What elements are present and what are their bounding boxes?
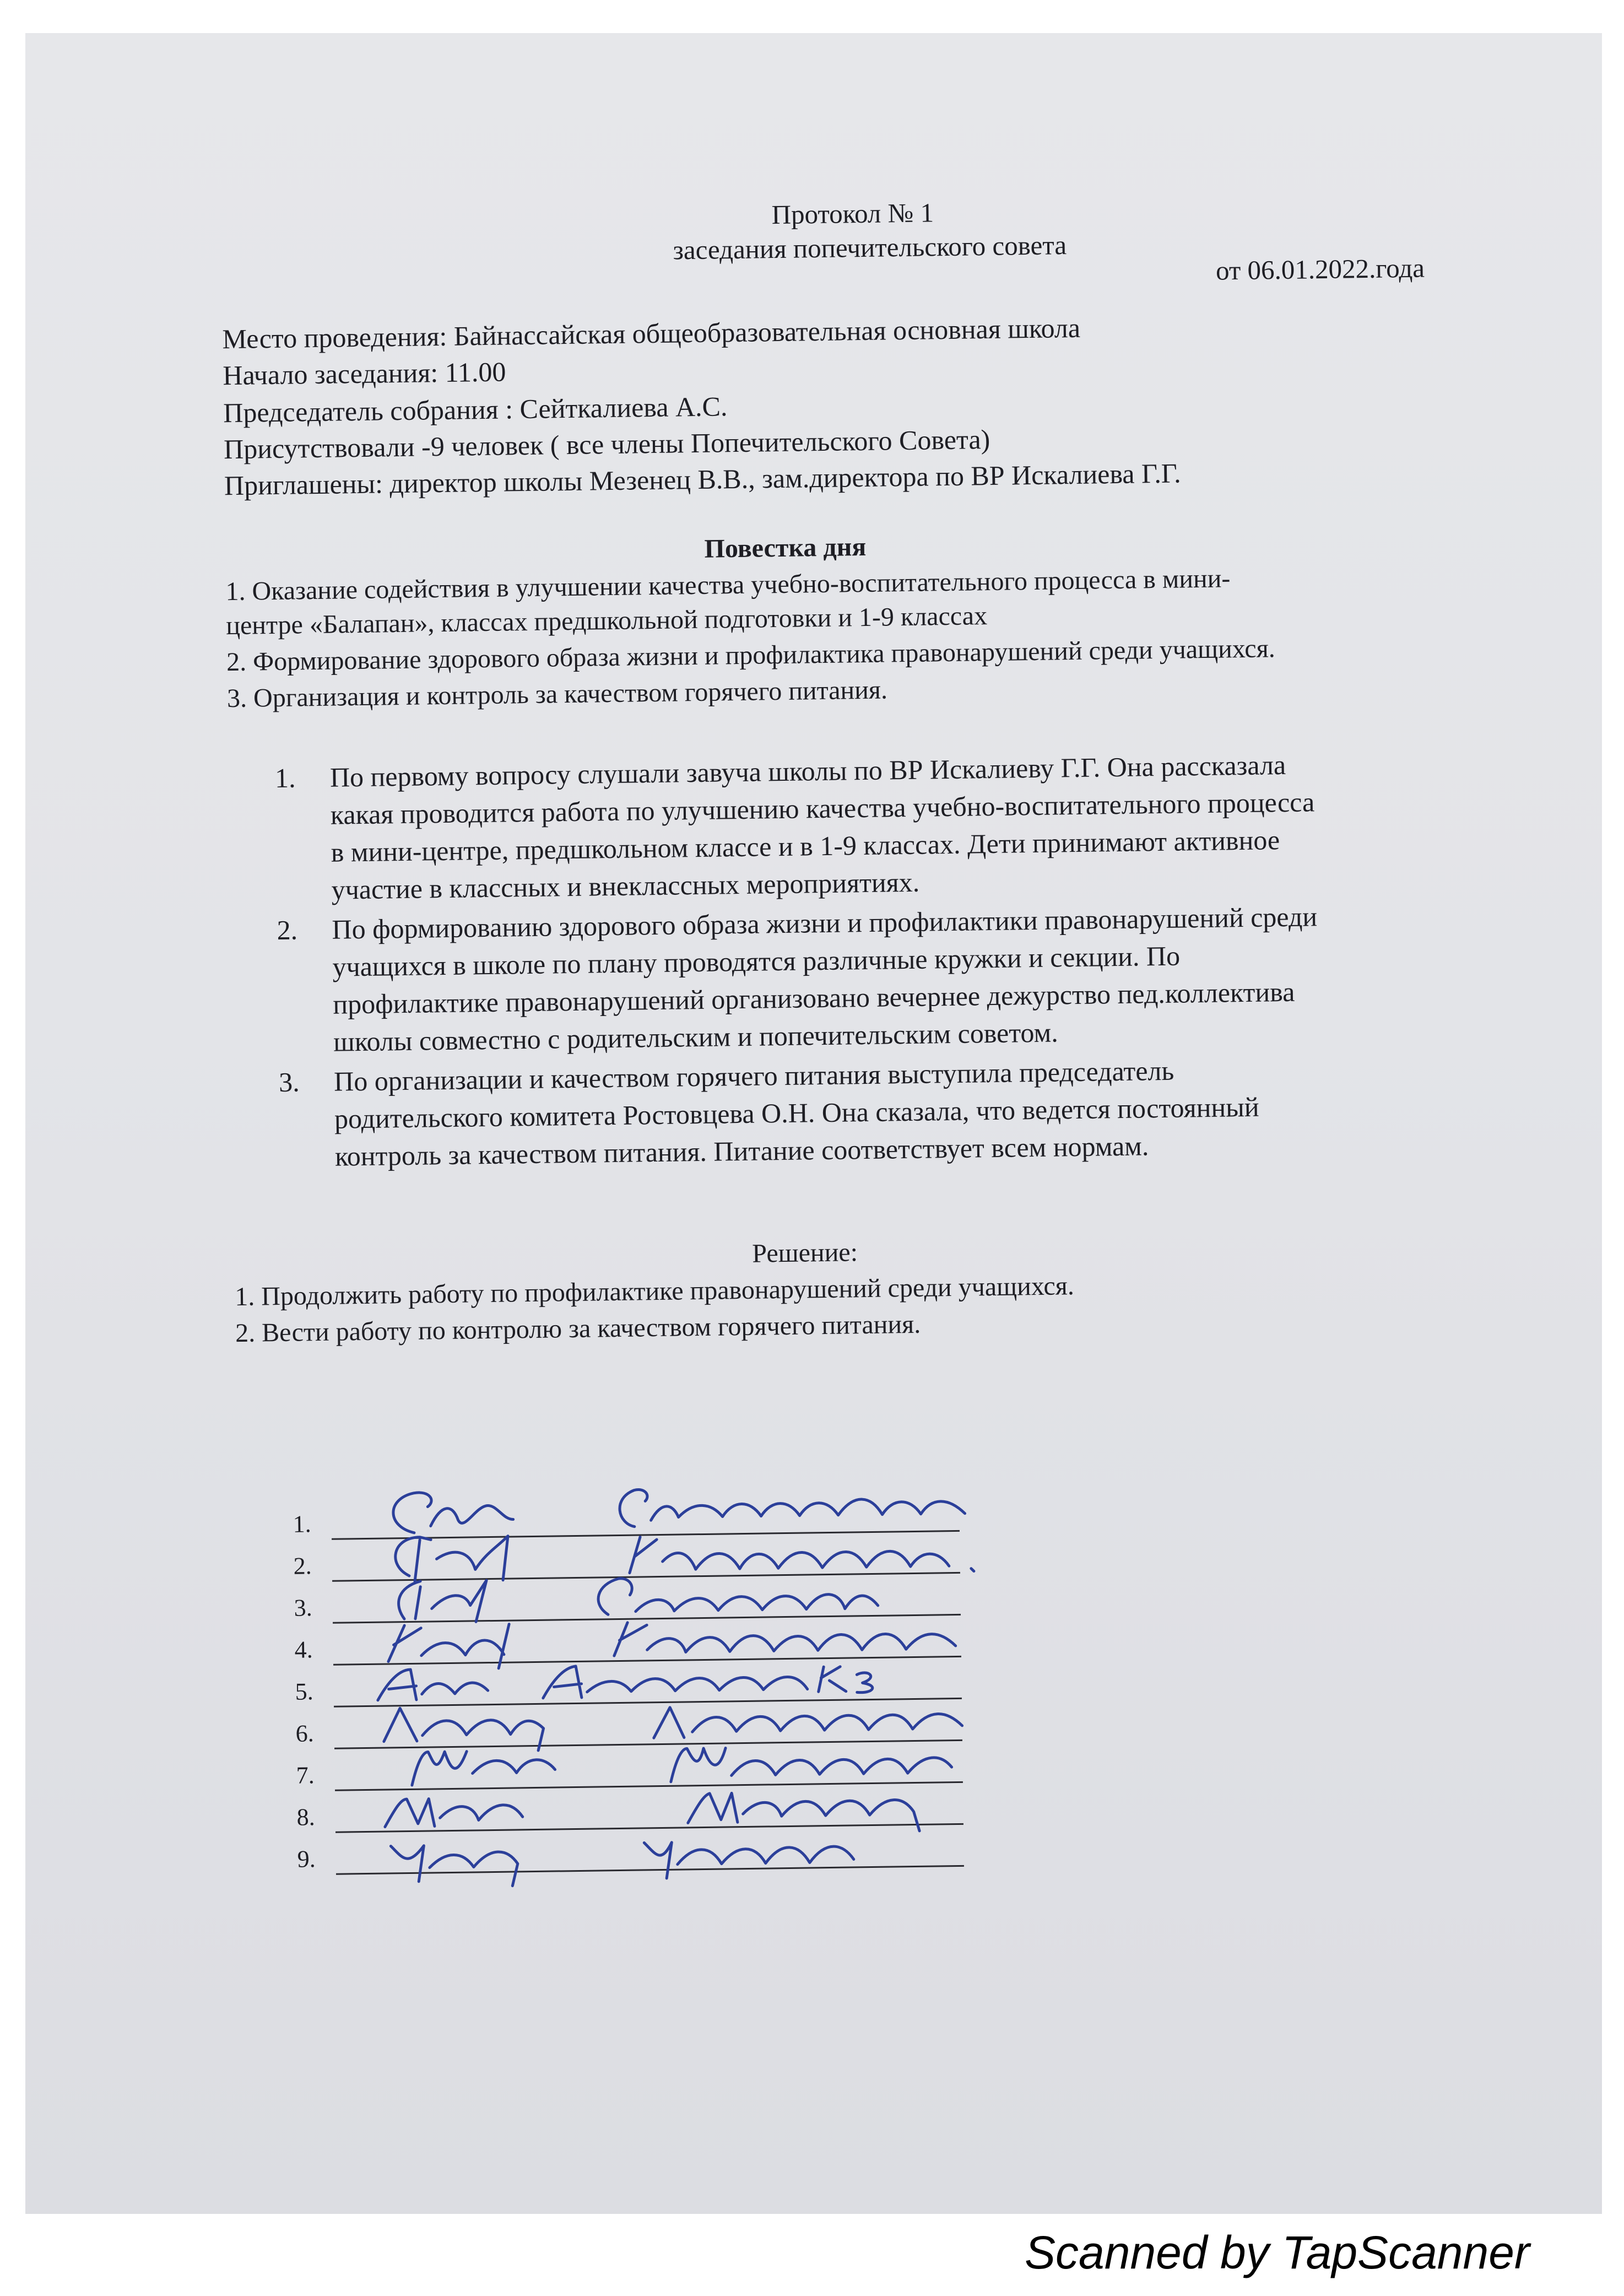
signature-number-6: 6. (295, 1720, 314, 1747)
signature-3-name (598, 1575, 878, 1615)
signature-1-scribble (393, 1492, 513, 1533)
signature-5-name (543, 1662, 873, 1698)
signature-number-8: 8. (296, 1803, 315, 1831)
signature-7-name (670, 1745, 952, 1782)
signature-1-name (620, 1485, 965, 1527)
signature-4-scribble (388, 1624, 510, 1670)
discussion-1-line-4: участие в классных и внеклассных мероприятиях. (331, 866, 920, 905)
agenda-item-1-cont: центре «Балапан», классах предшкольной подготовки и 1-9 классах (226, 601, 988, 641)
protocol-title: Протокол № 1 (771, 197, 934, 230)
signature-number-9: 9. (297, 1845, 316, 1873)
discussion-3-number: 3. (278, 1066, 300, 1098)
signature-3-scribble (398, 1580, 487, 1623)
discussion-1-line-1: По первому вопросу слушали завуча школы по ВР Искалиеву Г.Г. Она рассказала (329, 749, 1286, 793)
meta-invited: Приглашены: директор школы Мезенец В.В., зам.директора по ВР Искалиева Г.Г. (224, 457, 1181, 501)
discussion-2-line-2: учащихся в школе по плану проводятся различные кружки и секции. По (332, 940, 1181, 982)
decision-item-1: 1. Продолжить работу по профилактике правонарушений среди учащихся. (234, 1271, 1075, 1312)
signature-6-scribble (383, 1706, 544, 1753)
discussion-3-line-2: родительского комитета Ростовцева О.Н. Она сказала, что ведется постоянный (334, 1091, 1259, 1135)
discussion-1-line-3: в мини-центре, предшкольном классе и в 1-9 классах. Дети принимают активное (331, 824, 1280, 868)
scanned-paper (25, 33, 1602, 2214)
signature-4-name (614, 1618, 956, 1656)
meta-chair: Председатель собрания : Сейткалиева А.С. (223, 391, 728, 429)
signature-6-name (653, 1704, 962, 1738)
discussion-2-line-1: По формированию здорового образа жизни и профилактики правонарушений среди (332, 901, 1318, 945)
signature-number-3: 3. (294, 1594, 313, 1622)
meta-place: Место проведения: Байнассайская общеобразовательная основная школа (222, 312, 1081, 355)
scanner-watermark: Scanned by TapScanner (1025, 2227, 1530, 2278)
signature-5-scribble (377, 1668, 488, 1700)
meta-start: Начало заседания: 11.00 (223, 356, 506, 391)
discussion-3-line-1: По организации и качеством горячего питания выступила председатель (333, 1055, 1174, 1097)
signature-2-name (629, 1533, 974, 1576)
signature-number-1: 1. (293, 1510, 312, 1538)
signature-7-scribble (412, 1751, 555, 1785)
signature-number-5: 5. (295, 1678, 314, 1705)
agenda-heading: Повестка дня (704, 532, 867, 564)
handwritten-signatures (25, 33, 1602, 2214)
agenda-item-2: 2. Формирование здорового образа жизни и профилактика правонарушений среди учащихся. (226, 634, 1276, 677)
agenda-item-3: 3. Организация и контроль за качеством горячего питания. (226, 675, 888, 714)
discussion-3-line-3: контроль за качеством питания. Питание соответствует всем нормам. (334, 1130, 1149, 1172)
meta-present: Присутствовали -9 человек ( все члены Попечительского Совета) (223, 423, 990, 465)
protocol-date: от 06.01.2022.года (1215, 252, 1425, 286)
signature-number-4: 4. (294, 1636, 313, 1663)
signature-2-scribble (395, 1536, 508, 1582)
decision-item-2: 2. Вести работу по контролю за качеством горячего питания. (235, 1309, 921, 1348)
protocol-subtitle: заседания попечительского совета (673, 230, 1067, 266)
discussion-1-line-2: какая проводится работа по улучшению качества учебно-воспитательного процесса (330, 786, 1315, 830)
discussion-2-line-3: профилактике правонарушений организовано вечернее дежурство пед.коллектива (332, 976, 1295, 1020)
agenda-item-1: 1. Оказание содействия в улучшении качества учебно-воспитательного процесса в мини- (225, 564, 1231, 607)
decision-heading: Решение: (752, 1238, 858, 1268)
discussion-1-number: 1. (274, 762, 296, 794)
signature-9-name (644, 1840, 854, 1878)
discussion-2-line-4: школы совместно с родительским и попечительским советом. (333, 1017, 1058, 1057)
signature-9-scribble (391, 1844, 518, 1887)
signature-number-2: 2. (293, 1552, 312, 1580)
discussion-2-number: 2. (277, 914, 298, 946)
signature-number-7: 7. (296, 1762, 315, 1789)
signature-8-name (688, 1791, 919, 1834)
document-sheet (25, 33, 1602, 2214)
signature-8-scribble (385, 1797, 523, 1827)
